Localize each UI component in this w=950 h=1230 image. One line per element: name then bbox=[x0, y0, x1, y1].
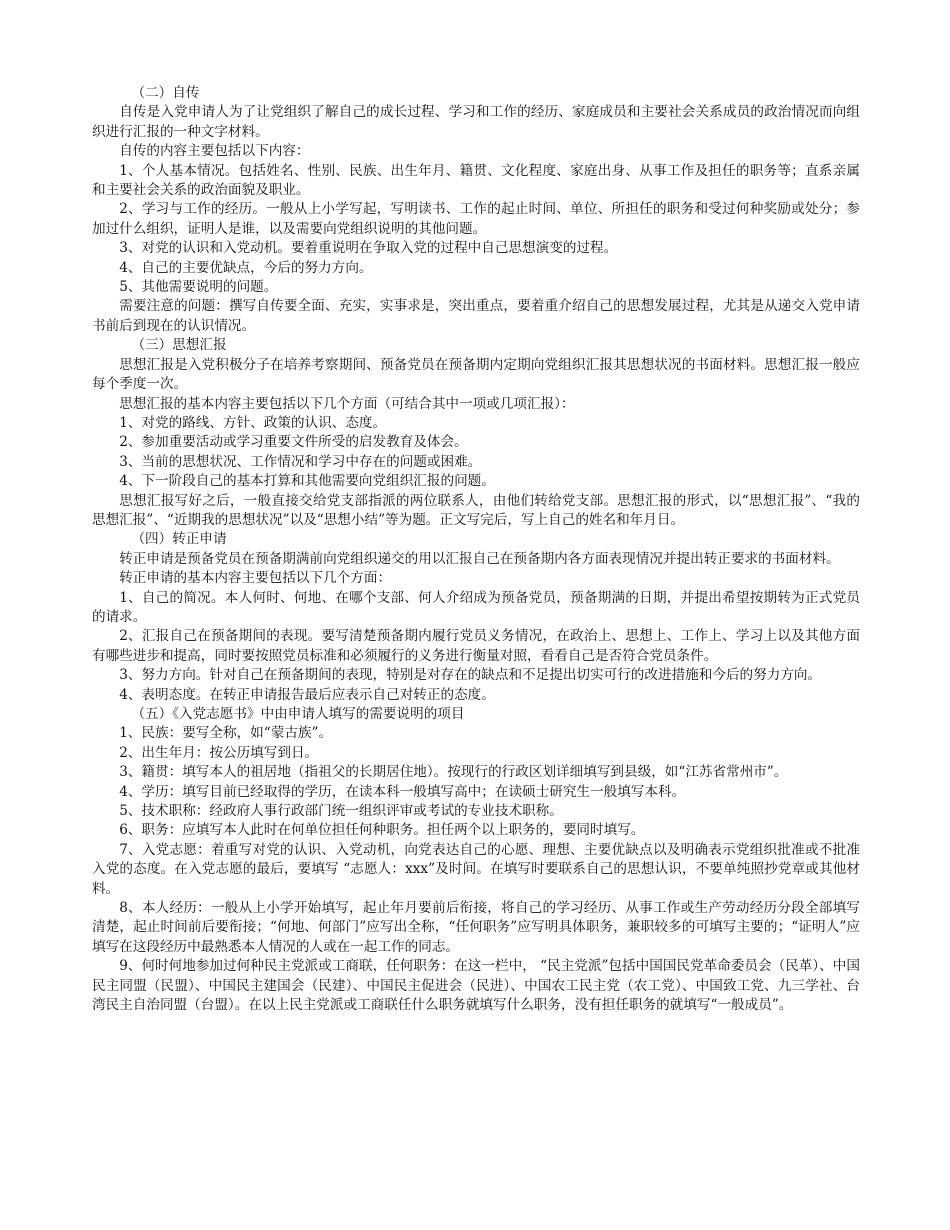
list-item: 1、个人基本情况。包括姓名、性别、民族、出生年月、籍贯、文化程度、家庭出身、从事工作及担任的职务等；直系亲属和主要社会关系的政治面貌及职业。 bbox=[92, 162, 860, 199]
list-item: 4、下一阶段自己的基本打算和其他需要向党组织汇报的问题。 bbox=[119, 473, 495, 490]
paragraph: 转正申请的基本内容主要包括以下几个方面： bbox=[119, 570, 392, 587]
list-item: 4、学历：填写目前已经取得的学历，在读本科一般填写高中；在读硕士研究生一般填写本科。 bbox=[119, 783, 686, 800]
list-item: 4、表明态度。在转正申请报告最后应表示自己对转正的态度。 bbox=[119, 686, 495, 703]
list-item: 3、当前的思想状况、工作情况和学习中存在的问题或困难。 bbox=[119, 453, 482, 470]
list-item: 2、学习与工作的经历。一般从上小学写起，写明读书、工作的起止时间、单位、所担任的职务和受过何种奖励或处分；参加过什么组织，证明人是谁，以及需要向党组织说明的其他问题。 bbox=[92, 201, 860, 237]
list-item: 2、出生年月：按公历填写到日。 bbox=[119, 744, 319, 761]
list-item: 3、努力方向。针对自己在预备期间的表现，特别是对存在的缺点和不足提出切实可行的改进措施和今后的努力方向。 bbox=[119, 667, 822, 684]
list-item: 3、籍贯：填写本人的祖居地（指祖父的长期居住地）。按现行的行政区划详细填写到县级，如“江苏省常州市”。 bbox=[119, 764, 788, 781]
paragraph: 自传是入党申请人为了让党组织了解自己的成长过程、学习和工作的经历、家庭成员和主要社会关系成员的政治情况而向组织进行汇报的一种文字材料。 bbox=[92, 104, 860, 140]
list-item: 2、汇报自己在预备期间的表现。要写清楚预备期内履行党员义务情况，在政治上、思想上、工作上、学习上以及其他方面有哪些进步和提高，同时要按照党员标准和必须履行的义务进行衡量对照，看看自己是否符合党员条件。 bbox=[92, 628, 860, 664]
paragraph: 思想汇报写好之后，一般直接交给党支部指派的两位联系人，由他们转给党支部。思想汇报的形式，以“思想汇报”、“我的思想汇报”、“近期我的思想状况”以及“思想小结”等为题。正文写完后，写上自己的姓名和年月日。 bbox=[92, 492, 860, 528]
list-item: 5、技术职称：经政府人事行政部门统一组织评审或考试的专业技术职称。 bbox=[119, 803, 563, 820]
list-item: 8、本人经历：一般从上小学开始填写，起止年月要前后衔接，将自己的学习经历、从事工作或生产劳动经历分段全部填写清楚，起止时间前后要衔接；“何地、何部门”应写出全称，“任何职务”应写明具体职务，兼职较多的可填写主要的；“证明人”应填写在这段经历中最熟悉本人情况的人或在一起工作的同志。 bbox=[92, 900, 860, 955]
list-item: 7、入党志愿：着重写对党的认识、入党动机，向党表达自己的心愿、理想、主要优缺点以及明确表示党组织批准或不批准入党的态度。在入党志愿的最后，要填写 “志愿人：xxx”及时间。在填写时要联系自己的思想认识，不要单纯照抄党章或其他材料。 bbox=[92, 841, 860, 897]
paragraph: 思想汇报的基本内容主要包括以下几个方面（可结合其中一项或几项汇报）： bbox=[119, 395, 575, 412]
document-page bbox=[92, 84, 860, 1016]
list-item: 2、参加重要活动或学习重要文件所受的启发教育及体会。 bbox=[119, 434, 468, 451]
list-item: 1、民族：要写全称，如“蒙古族”。 bbox=[119, 725, 333, 742]
list-item: 9、何时何地参加过何种民主党派或工商联，任何职务：在这一栏中， “民主党派”包括中国国民党革命委员会（民革）、中国民主同盟（民盟）、中国民主建国会（民建）、中国民主促进会（民进）、中国农工民主党（农工党）、中国致工党、九三学社、台湾民主自治同盟（台盟）。在以上民主党派或工商联任什么职务就填写什么职务，没有担任职务的就填写“一般成员”。 bbox=[92, 958, 860, 1014]
paragraph: 转正申请是预备党员在预备期满前向党组织递交的用以汇报自己在预备期内各方面表现情况并提出转正要求的书面材料。 bbox=[119, 550, 840, 567]
paragraph: 自传的内容主要包括以下内容： bbox=[119, 143, 310, 160]
list-item: 5、其他需要说明的问题。 bbox=[119, 279, 278, 296]
list-item: 4、自己的主要优缺点，今后的努力方向。 bbox=[119, 259, 373, 276]
section-heading-autobiography: （二）自传 bbox=[131, 85, 200, 101]
section-heading-application-form: （五）《入党志愿书》中由申请人填写的需要说明的项目 bbox=[131, 706, 465, 722]
list-item: 6、职务：应填写本人此时在何单位担任何种职务。担任两个以上职务的，要同时填写。 bbox=[119, 822, 645, 839]
paragraph: 思想汇报是入党积极分子在培养考察期间、预备党员在预备期内定期向党组织汇报其思想状况的书面材料。思想汇报一般应每个季度一次。 bbox=[92, 356, 860, 393]
section-heading-thought-report: （三）思想汇报 bbox=[131, 337, 227, 354]
list-item: 3、对党的认识和入党动机。要着重说明在争取入党的过程中自己思想演变的过程。 bbox=[119, 240, 618, 257]
list-item: 1、对党的路线、方针、政策的认识、态度。 bbox=[119, 414, 387, 431]
section-heading-regularization: （四）转正申请 bbox=[131, 531, 227, 548]
paragraph: 需要注意的问题：撰写自传要全面、充实，实事求是，突出重点，要着重介绍自己的思想发展过程，尤其是从递交入党申请书前后到现在的认识情况。 bbox=[92, 298, 860, 334]
list-item: 1、自己的简况。本人何时、何地、在哪个支部、何人介绍成为预备党员，预备期满的日期，并提出希望按期转为正式党员的请求。 bbox=[92, 589, 860, 625]
